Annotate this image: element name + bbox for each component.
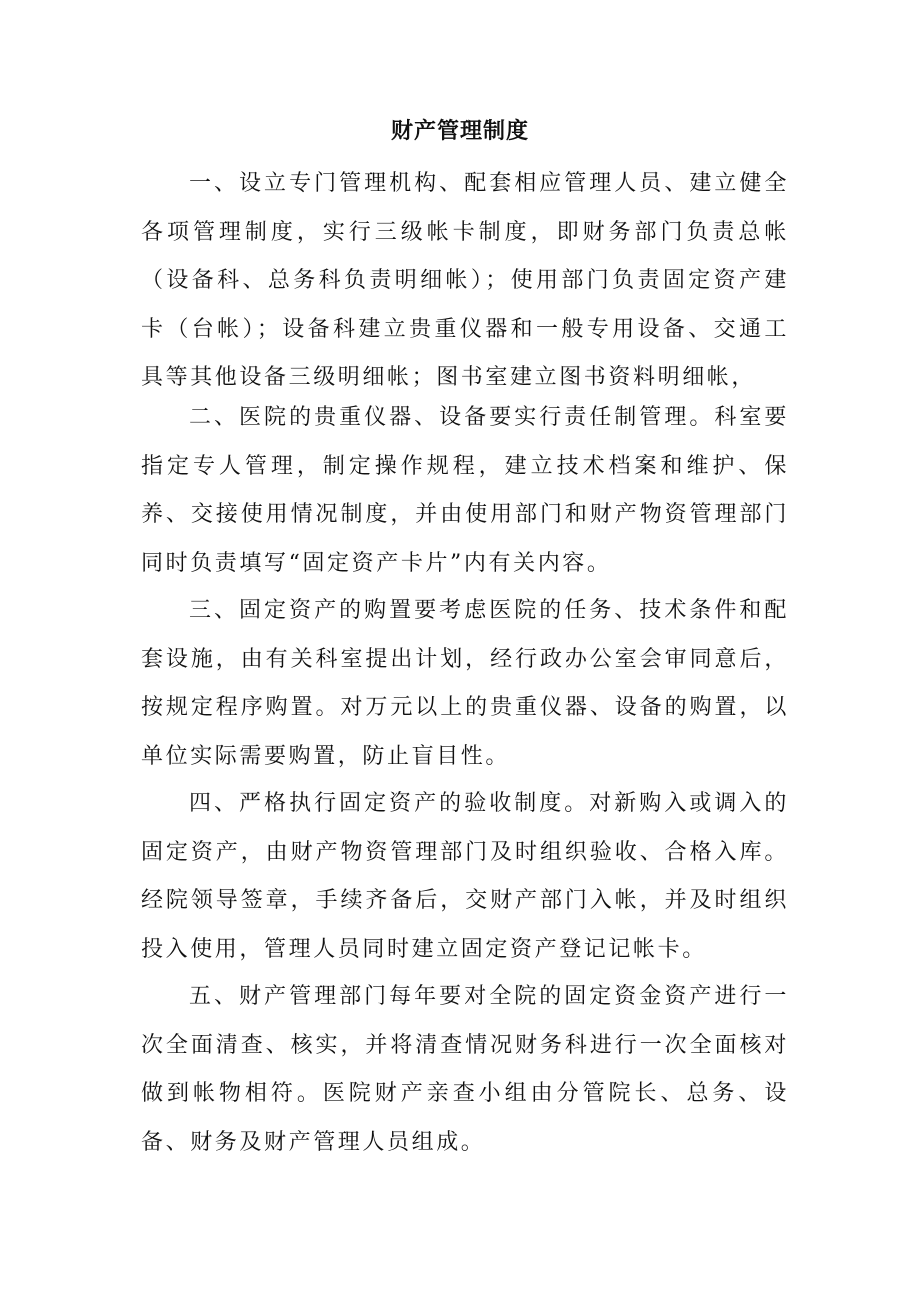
paragraph-2: 二、医院的贵重仪器、设备要实行责任制管理。科室要指定专人管理，制定操作规程，建立技术档案和维护、保养、交接使用情况制度，并由使用部门和财产物资管理部门同时负责填写“固定资产卡片”内有关内容。 — [141, 405, 789, 576]
paragraph-1: 一、设立专门管理机构、配套相应管理人员、建立健全各项管理制度，实行三级帐卡制度，即财务部门负责总帐（设备科、总务科负责明细帐）；使用部门负责固定资产建卡（台帐）；设备科建立贵重仪器和一般专用设备、交通工具等其他设备三级明细帐；图书室建立图书资料明细帐， — [141, 171, 789, 390]
paragraph-4: 四、严格执行固定资产的验收制度。对新购入或调入的固定资产，由财产物资管理部门及时组织验收、合格入库。经院领导签章，手续齐备后，交财产部门入帐，并及时组织投入使用，管理人员同时建立固定资产登记记帐卡。 — [141, 791, 789, 962]
paragraph-3: 三、固定资产的购置要考虑医院的任务、技术条件和配套设施，由有关科室提出计划，经行政办公室会审同意后，按规定程序购置。对万元以上的贵重仪器、设备的购置，以单位实际需要购置，防止盲目性。 — [141, 598, 789, 769]
document-title: 财产管理制度 — [390, 119, 529, 144]
paragraph-5: 五、财产管理部门每年要对全院的固定资金资产进行一次全面清查、核实，并将清查情况财务科进行一次全面核对做到帐物相符。医院财产亲查小组由分管院长、总务、设备、财务及财产管理人员组成。 — [141, 984, 789, 1155]
